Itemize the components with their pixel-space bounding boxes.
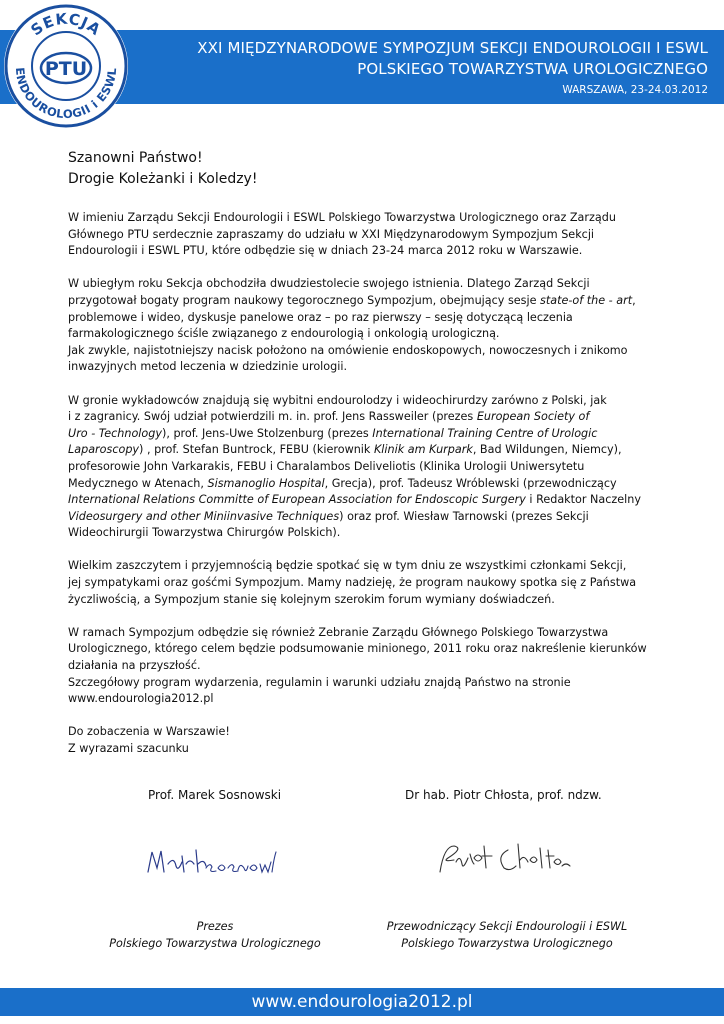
text-line: W gronie wykładowców znajdują się wybitni endourolodzy i wideochirurdzy zarówno z Polski, jak — [68, 393, 607, 407]
italic-term: Sismanoglio Hospital — [207, 476, 325, 490]
signer-right-name: Dr hab. Piotr Chłosta, prof. ndzw. — [405, 788, 602, 802]
italic-term: International Relations Committe of European Association for Endoscopic Surgery — [68, 493, 526, 507]
sekcja-logo — [2, 2, 130, 130]
text-line: działania na przyszłość. — [68, 659, 201, 673]
text-line: problemowe i wideo, dyskusje panelowe oraz – po raz pierwszy – sesję dotyczącą leczenia — [68, 310, 573, 324]
header-title-line1: XXI MIĘDZYNARODOWE SYMPOZJUM SEKCJI ENDOUROLOGII I ESWL — [197, 39, 708, 57]
text-line: jej sympatykami oraz gośćmi Sympozjum. Mamy nadzieję, że program naukowy spotka się z Państwa — [68, 576, 637, 590]
italic-term: Klinik am Kurpark — [373, 443, 473, 457]
italic-term: European Society of — [476, 410, 590, 424]
text-line: W ubiegłym roku Sekcja obchodziła dwudziestolecie swojego istnienia. Dlatego Zarząd Sekcji — [68, 277, 590, 291]
greeting-line2: Drogie Koleżanki i Koledzy! — [68, 171, 258, 187]
footer-url[interactable]: www.endourologia2012.pl — [251, 992, 473, 1012]
text-line: profesorowie John Varkarakis, FEBU i Charalambos Deliveliotis (Klinika Urologii Uniwersytetu — [68, 459, 585, 473]
greeting-line1: Szanowni Państwo! — [68, 150, 203, 166]
text-line: życzliwością, a Sympozjum stanie się kolejnym szerokim forum wymiany doświadczeń. — [68, 592, 555, 606]
text-line: Urologicznego, którego celem będzie podsumowanie minionego, 2011 roku oraz nakreślenie kierunków — [68, 642, 647, 656]
italic-term: Videosurgery and other Miniinvasive Techniques — [68, 509, 340, 523]
header-subtitle: WARSZAWA, 23-24.03.2012 — [562, 84, 708, 96]
signer-left-role — [100, 918, 330, 952]
italic-term: state-of the - art — [540, 293, 633, 307]
text-line: ), prof. Jens-Uwe Stolzenburg (prezes — [161, 426, 373, 440]
text-line: Wideochirurgii Towarzystwa Chirurgów Polskich). — [68, 526, 341, 540]
header-title — [128, 38, 708, 80]
role-line: Przewodniczący Sekcji Endourologii i ESWL — [386, 920, 628, 933]
text-line: i Redaktor Naczelny — [525, 493, 641, 507]
logo-top-text: SEKCJA — [27, 9, 105, 40]
logo-center-text: PTU — [44, 58, 88, 80]
text-line: W imieniu Zarządu Sekcji Endourologii i ESWL Polskiego Towarzystwa Urologicznego oraz Zarządu — [68, 211, 616, 224]
text-line: Szczegółowy program wydarzenia, regulamin i warunki udziału znajdą Państwo na stronie — [68, 675, 571, 689]
text-line: , Grecja), prof. Tadeusz Wróblewski (przewodniczący — [324, 476, 617, 490]
paragraph-honor — [68, 558, 668, 608]
text-line: inwazyjnych metod leczenia w dziedzinie urologii. — [68, 360, 347, 374]
text-line: Wielkim zaszczytem i przyjemnością będzie spotkać się w tym dniu ze wszystkimi członkami Sekcji, — [68, 559, 627, 573]
signer-left-name: Prof. Marek Sosnowski — [148, 788, 282, 802]
text-line: , Bad Wildungen, Niemcy), — [472, 443, 622, 457]
text-line: Do zobaczenia w Warszawie! — [68, 725, 230, 739]
greeting — [68, 148, 257, 190]
text-line: Z wyrazami szacunku — [68, 742, 189, 755]
paragraph-invitation — [68, 210, 668, 260]
signature-right-image — [434, 836, 574, 880]
header-title-line2: POLSKIEGO TOWARZYSTWA UROLOGICZNEGO — [357, 60, 708, 78]
paragraph-lecturers — [68, 393, 668, 542]
role-line: Polskiego Towarzystwa Urologicznego — [109, 937, 321, 950]
paragraph-closing — [68, 724, 668, 757]
text-line: Głównego PTU serdecznie zapraszamy do udziału w XXI Międzynarodowym Sympozjum Sekcji — [68, 227, 595, 241]
paragraph-program — [68, 276, 668, 376]
letter-body — [68, 210, 668, 758]
italic-term: Uro - Technology — [68, 426, 162, 440]
text-line: W ramach Sympozjum odbędzie się również Zebranie Zarządu Głównego Polskiego Towarzystwa — [68, 625, 609, 639]
paragraph-meeting — [68, 625, 668, 708]
text-line: farmakologicznego ściśle związanego z endourologią i onkologią urologiczną. — [68, 327, 500, 341]
logo-bottom-text: ENDOUROLOGII i ESWL — [12, 66, 120, 122]
italic-term: Laparoscopy — [68, 443, 140, 457]
text-line: Medycznego w Atenach, — [68, 476, 208, 490]
signature-left-image — [142, 842, 282, 882]
text-line: ) , prof. Stefan Buntrock, FEBU (kierownik — [139, 443, 374, 457]
text-line: , — [632, 293, 636, 307]
signer-right-role — [372, 918, 642, 952]
text-line: przygotował bogaty program naukowy tegorocznego Sympozjum, obejmujący sesje — [68, 293, 541, 307]
role-line: Polskiego Towarzystwa Urologicznego — [401, 937, 613, 950]
role-line: Prezes — [196, 920, 234, 933]
text-line: Jak zwykle, najistotniejszy nacisk położono na omówienie endoskopowych, nowoczesnych i znikomo — [68, 343, 628, 357]
text-line: Endourologii i ESWL PTU, które odbędzie się w dniach 23-24 marca 2012 roku w Warszawie. — [68, 244, 583, 258]
website-text: www.endourologia2012.pl — [68, 692, 214, 706]
italic-term: International Training Centre of Urologic — [372, 426, 598, 440]
text-line: ) oraz prof. Wiesław Tarnowski (prezes Sekcji — [339, 509, 589, 523]
text-line: i z zagranicy. Swój udział potwierdzili m. in. prof. Jens Rassweiler (prezes — [68, 410, 477, 424]
